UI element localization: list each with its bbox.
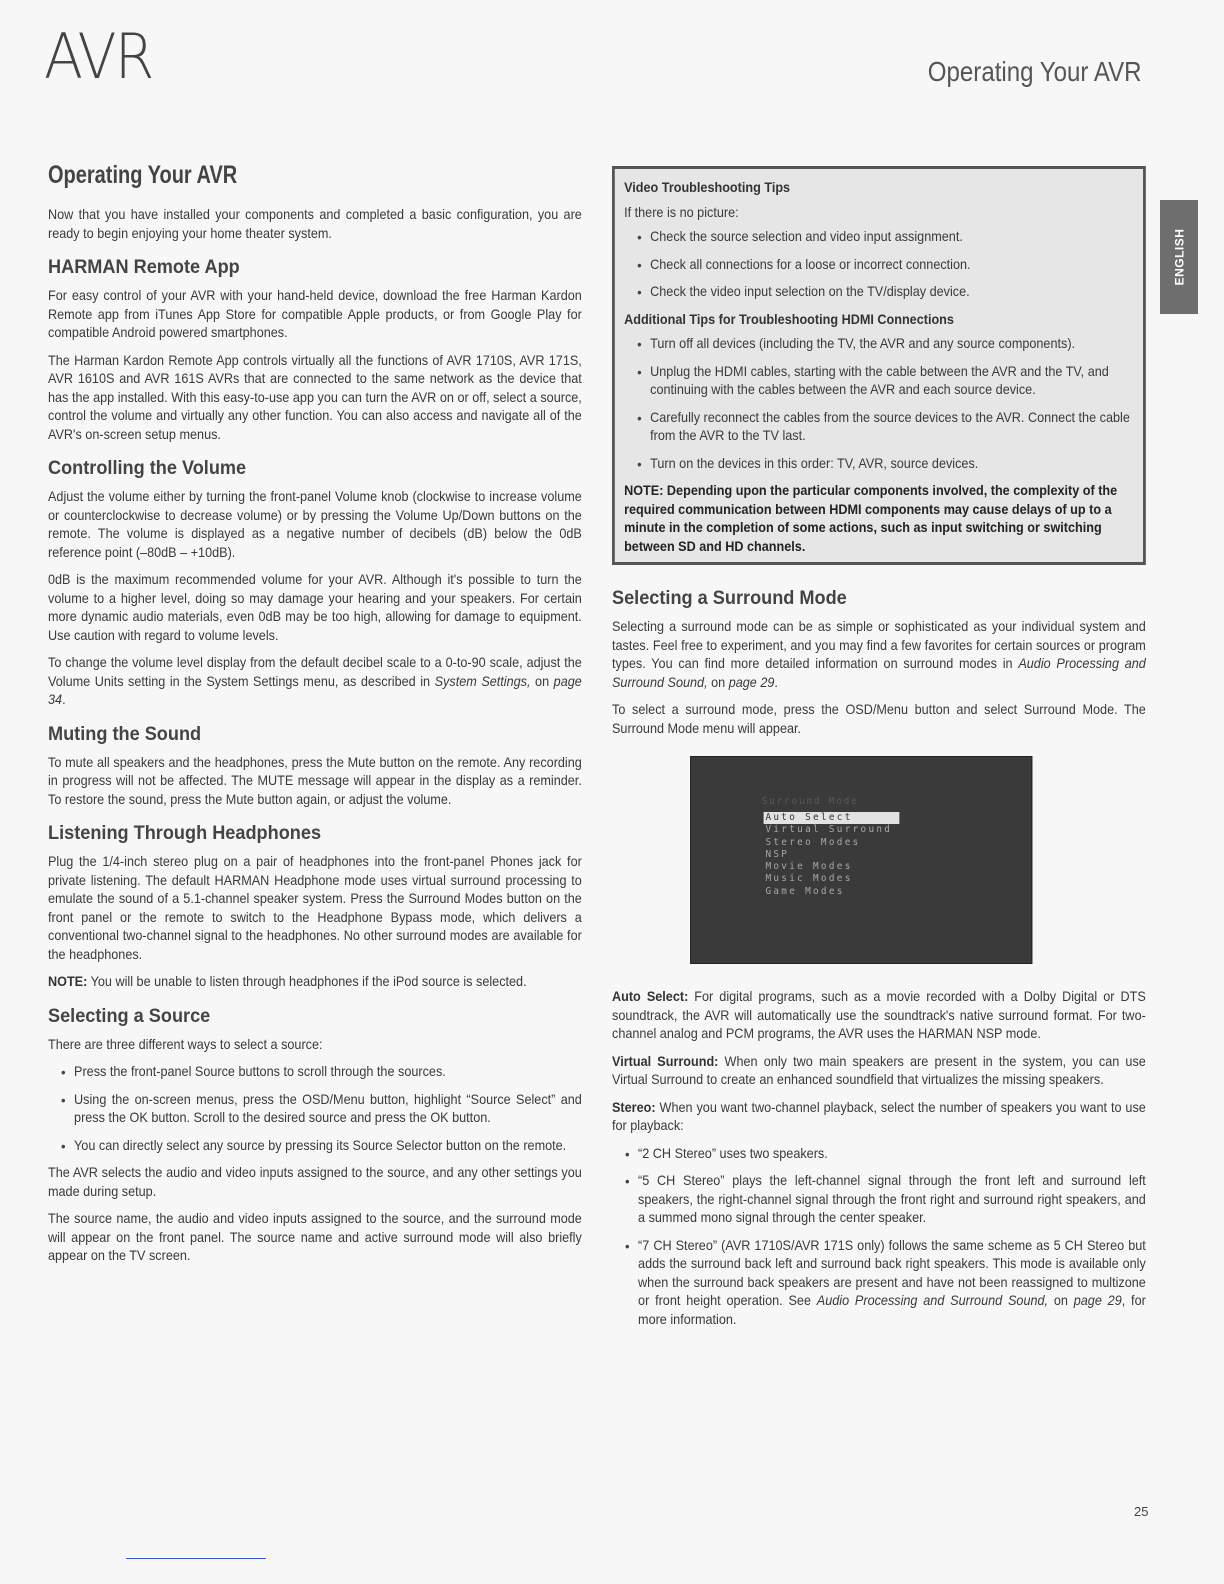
page-reference[interactable]: page 34: [48, 673, 582, 707]
app-paragraph-1: For easy control of your AVR with your hand-held device, download the free Harman Kardon Remote app from iTunes App Store for compatible Apple products, or from Google Play for compatible Android powered smartphones.: [48, 288, 582, 340]
text: When you want two-channel playback, select the number of speakers you want to use for playback:: [612, 1099, 1146, 1133]
page-reference[interactable]: page 29: [1073, 1293, 1122, 1308]
cross-reference[interactable]: Audio Processing and Surround Sound,: [816, 1293, 1049, 1308]
menu-option: NSP: [765, 848, 790, 860]
right-column: [612, 166, 1148, 1338]
menu-option-selected: Auto Select: [764, 812, 900, 824]
hdmi-tips-title: Additional Tips for Troubleshooting HDMI Connections: [624, 311, 954, 327]
list-item: • Check all connections for a loose or incorrect connection.: [650, 256, 1132, 275]
list-item: • Using the on-screen menus, press the OSD/Menu button, highlight “Source Select” and press the OK button. Scroll to the desired source and press the OK button.: [74, 1091, 582, 1128]
mute-paragraph: To mute all speakers and the headphones, press the Mute button on the remote. Any recording in progress will not be affected. The MUTE message will appear in the display as a reminder. To restore the sound, press the Mute button again, or adjust the volume.: [48, 754, 582, 807]
surround-paragraph-1: [612, 618, 1146, 692]
tips-title: Video Troubleshooting Tips: [624, 180, 791, 195]
hdmi-tips-list: [624, 335, 1132, 473]
headphones-paragraph: Plug the 1/4-inch stereo plug on a pair of headphones into the front-panel Phones jack for private listening. The default HARMAN Headphone mode uses virtual surround processing to emulate the sound of a 5.1-channel speaker system. Press the Surround Modes button on the front panel or the remote to switch to the Headphone Bypass mode, which delivers a conventional two-channel signal to the headphones. No other surround modes are available for the headphones.: [48, 854, 582, 962]
brand-logo: AVR: [44, 20, 153, 93]
heading-remote-app: HARMAN Remote App: [48, 256, 240, 278]
note-text: You will be unable to listen through headphones if the iPod source is selected.: [87, 974, 527, 989]
text: on: [530, 673, 554, 689]
heading-source: Selecting a Source: [48, 1004, 211, 1027]
heading-headphones: Listening Through Headphones: [48, 822, 322, 844]
menu-title: Surround Mode: [761, 796, 859, 807]
menu-options: [764, 812, 900, 898]
text: .: [774, 674, 778, 690]
stereo-list: [612, 1145, 1146, 1330]
stereo-paragraph: [612, 1099, 1146, 1136]
page-reference[interactable]: page 29: [728, 674, 775, 690]
cross-reference[interactable]: System Settings,: [434, 673, 531, 689]
virtual-surround-paragraph: [612, 1053, 1146, 1090]
term-label: Stereo:: [612, 1099, 656, 1115]
header-title: Operating Your AVR: [928, 56, 1142, 87]
menu-option: Virtual Surround: [765, 824, 893, 836]
source-intro: There are three different ways to select a source:: [48, 1036, 323, 1052]
surround-paragraph-2: To select a surround mode, press the OSD/Menu button and select Surround Mode. The Surround Mode menu will appear.: [612, 702, 1146, 736]
troubleshooting-box: [612, 166, 1146, 565]
source-list: [48, 1063, 582, 1155]
no-picture-label: If there is no picture:: [624, 204, 739, 220]
page-number: 25: [1134, 1504, 1149, 1519]
heading-volume: Controlling the Volume: [48, 457, 247, 479]
list-item: • “2 CH Stereo” uses two speakers.: [638, 1145, 1146, 1164]
section-heading-operating: Operating Your AVR: [48, 161, 238, 189]
text: Selecting a surround mode can be as simple or sophisticated as your individual system and tastes. Feel free to experiment, and you may find a few favorites for certain sources or program types. You can find more detailed information on surround modes in: [612, 619, 1146, 671]
menu-option: Music Modes: [765, 873, 853, 885]
menu-option: Game Modes: [765, 885, 845, 897]
list-item: • Turn off all devices (including the TV, the AVR and any source components).: [650, 335, 1132, 354]
list-item: • Check the source selection and video input assignment.: [650, 228, 1132, 247]
text: .: [62, 692, 66, 707]
list-item: • Check the video input selection on the TV/display device.: [650, 283, 1132, 302]
text: For digital programs, such as a movie recorded with a Dolby Digital or DTS soundtrack, the AVR will automatically use the soundtrack's native surround format. For two-channel analog and PCM programs, the AVR uses the HARMAN NSP mode.: [612, 989, 1146, 1041]
text: on: [707, 674, 729, 690]
cross-reference[interactable]: Audio Processing and Surround Sound,: [612, 656, 1146, 690]
headphones-note: [48, 973, 582, 992]
footer-divider: [126, 1558, 266, 1559]
term-label: Virtual Surround:: [612, 1053, 719, 1069]
note-label: NOTE:: [48, 974, 88, 989]
surround-menu-screenshot: [690, 756, 1032, 964]
list-item: • Press the front-panel Source buttons to scroll through the sources.: [74, 1063, 582, 1082]
auto-select-paragraph: [612, 988, 1146, 1044]
source-paragraph-3: The source name, the audio and video inputs assigned to the source, and the surround mode will appear on the front panel. The source name and active surround mode will also briefly appear on the TV screen.: [48, 1211, 582, 1263]
video-tips-list: [624, 228, 1132, 302]
language-tab-label: ENGLISH: [1172, 228, 1186, 286]
list-item: • Turn on the devices in this order: TV, AVR, source devices.: [650, 455, 1132, 474]
list-item: [638, 1237, 1146, 1330]
text: , for more information.: [638, 1293, 1146, 1327]
language-tab: [1160, 200, 1198, 314]
text: on: [1048, 1293, 1074, 1308]
tips-note: NOTE: Depending upon the particular components involved, the complexity of the required communication between HDMI components may cause delays of up to a minute in the completion of some actions, such as input switching or switching between SD and HD channels.: [624, 483, 1118, 554]
menu-option: Stereo Modes: [765, 836, 861, 848]
heading-mute: Muting the Sound: [48, 722, 202, 745]
left-column: [48, 160, 582, 1275]
text: “7 CH Stereo” (AVR 1710S/AVR 171S only) follows the same scheme as 5 CH Stereo but adds the surround back left and surround back right speakers. This mode is available only when the surround back speakers are present and have not been reassigned to multizone or front height operation. See: [638, 1237, 1146, 1308]
intro-paragraph: Now that you have installed your components and completed a basic configuration, you are ready to begin enjoying your home theater system.: [48, 207, 582, 241]
list-item: • You can directly select any source by pressing its Source Selector button on the remote.: [74, 1137, 582, 1156]
source-paragraph-2: The AVR selects the audio and video inputs assigned to the source, and any other settings you made during setup.: [48, 1165, 582, 1199]
app-paragraph-2: The Harman Kardon Remote App controls virtually all the functions of AVR 1710S, AVR 171S, AVR 1610S and AVR 161S AVRs that are connected to the same network as the device that has the app installed. With this easy-to-use app you can turn the AVR on or off, select a source, control the volume and virtually any other function. You can also access and navigate all of the AVR's on-screen setup menus.: [48, 352, 582, 442]
text: To change the volume level display from the default decibel scale to a 0-to-90 scale, adjust the Volume Units setting in the System Settings menu, as described in: [48, 655, 582, 689]
heading-surround: Selecting a Surround Mode: [612, 587, 847, 609]
list-item: • Unplug the HDMI cables, starting with the cable between the AVR and the TV, and continuing with the cables between the AVR and each source device.: [650, 363, 1132, 400]
list-item: • “5 CH Stereo” plays the left-channel signal through the front left and surround left speakers, the right-channel signal through the front right and surround right speakers, and a summed mono signal through the center speaker.: [638, 1172, 1146, 1228]
text: When only two main speakers are present in the system, you can use Virtual Surround to create an enhanced soundfield that virtualizes the missing speakers.: [612, 1053, 1146, 1087]
term-label: Auto Select:: [612, 989, 689, 1004]
volume-paragraph-3: [48, 654, 582, 710]
volume-paragraph-1: Adjust the volume either by turning the front-panel Volume knob (clockwise to increase volume or counterclockwise to decrease volume) or by pressing the Volume Up/Down buttons on the remote. The volume is displayed as a negative number of decibels (dB) below the 0dB reference point (–80dB – +10dB).: [48, 489, 582, 560]
menu-option: Movie Modes: [765, 861, 853, 873]
list-item: • Carefully reconnect the cables from the source devices to the AVR. Connect the cable from the AVR to the TV last.: [650, 409, 1132, 446]
volume-paragraph-2: 0dB is the maximum recommended volume for your AVR. Although it's possible to turn the volume to a higher level, doing so may damage your hearing and your speakers. For certain more dynamic audio materials, even 0dB may be too high, allowing for damage to equipment. Use caution with regard to volume levels.: [48, 572, 582, 643]
